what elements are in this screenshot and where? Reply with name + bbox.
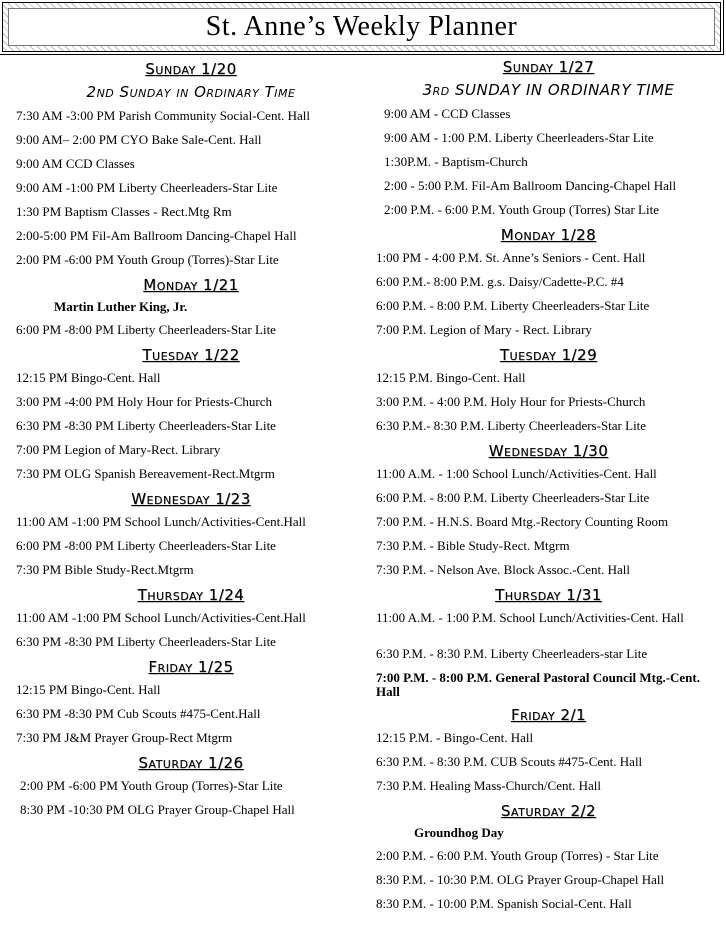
- sunday-subheading: 2nd Sunday in Ordinary Time: [86, 83, 296, 101]
- event-item: 9:00 AM -1:00 PM Liberty Cheerleaders-Star Lite: [16, 180, 278, 195]
- event-item: 7:30 P.M. - Bible Study-Rect. Mtgrm: [376, 538, 570, 553]
- event-item: 6:00 P.M. - 8:00 P.M. Liberty Cheerleaders-Star Lite: [376, 298, 650, 313]
- event-item: 2:00 - 5:00 P.M. Fil-Am Ballroom Dancing-Chapel Hall: [384, 178, 677, 193]
- day-heading-sunday-1-27: Sunday 1/27: [502, 58, 595, 76]
- event-item: 7:30 P.M. - Nelson Ave. Block Assoc.-Cent. Hall: [376, 562, 630, 577]
- event-item: 3:00 P.M. - 4:00 P.M. Holy Hour for Priests-Church: [376, 394, 646, 409]
- event-item: 12:15 P.M. - Bingo-Cent. Hall: [376, 730, 534, 745]
- left-column: [16, 56, 366, 822]
- event-item: 11:00 A.M. - 1:00 School Lunch/Activities-Cent. Hall: [376, 466, 657, 481]
- event-item: 7:30 PM J&M Prayer Group-Rect Mtgrm: [16, 730, 233, 745]
- event-item: 12:15 P.M. Bingo-Cent. Hall: [376, 370, 526, 385]
- event-item: 2:00 P.M. - 6:00 P.M. Youth Group (Torres) Star Lite: [384, 202, 659, 217]
- event-item: 6:30 PM -8:30 PM Liberty Cheerleaders-Star Lite: [16, 418, 276, 433]
- event-item: 3:00 PM -4:00 PM Holy Hour for Priests-Church: [16, 394, 273, 409]
- event-item: 7:30 PM OLG Spanish Bereavement-Rect.Mtgrm: [16, 466, 275, 481]
- day-heading-wednesday-1-30: Wednesday 1/30: [488, 442, 609, 460]
- page-title: St. Anne’s Weekly Planner: [205, 11, 518, 42]
- day-heading-tuesday-1-22: Tuesday 1/22: [142, 346, 240, 364]
- day-heading-thursday-1-31: Thursday 1/31: [495, 586, 602, 604]
- day-heading-monday-1-21: Monday 1/21: [143, 276, 239, 294]
- day-heading-tuesday-1-29: Tuesday 1/29: [499, 346, 598, 364]
- event-item: 9:00 AM - 1:00 P.M. Liberty Cheerleaders-Star Lite: [384, 130, 654, 145]
- day-heading-thursday-1-24: Thursday 1/24: [137, 586, 245, 604]
- event-item: 6:30 P.M.- 8:30 P.M. Liberty Cheerleaders-Star Lite: [376, 418, 647, 433]
- event-item: 6:30 PM -8:30 PM Liberty Cheerleaders-Star Lite: [16, 634, 276, 649]
- event-item: 2:00 PM -6:00 PM Youth Group (Torres)-Star Lite: [20, 778, 283, 793]
- event-item: 2:00 PM -6:00 PM Youth Group (Torres)-Star Lite: [16, 252, 279, 267]
- title-banner: [2, 2, 721, 52]
- event-item: 7:00 P.M. Legion of Mary - Rect. Library: [376, 322, 592, 337]
- day-heading-sunday-1-20: Sunday 1/20: [145, 60, 237, 78]
- event-item: 11:00 AM -1:00 PM School Lunch/Activities-Cent.Hall: [16, 610, 306, 625]
- day-heading-wednesday-1-23: Wednesday 1/23: [131, 490, 251, 508]
- event-item-pastoral-council: 7:00 P.M. - 8:00 P.M. General Pastoral Council Mtg.-Cent. Hall: [376, 670, 700, 699]
- event-item: 7:30 AM -3:00 PM Parish Community Social-Cent. Hall: [16, 108, 310, 123]
- event-item: 6:30 P.M. - 8:30 P.M. CUB Scouts #475-Cent. Hall: [376, 754, 643, 769]
- event-item: 9:00 AM CCD Classes: [16, 156, 135, 171]
- event-item: 7:00 P.M. - H.N.S. Board Mtg.-Rectory Counting Room: [376, 514, 669, 529]
- day-heading-saturday-1-26: Saturday 1/26: [138, 754, 244, 772]
- event-item: 6:00 PM -8:00 PM Liberty Cheerleaders-Star Lite: [16, 322, 276, 337]
- day-heading-monday-1-28: Monday 1/28: [500, 226, 597, 244]
- event-item: 11:00 A.M. - 1:00 P.M. School Lunch/Activities-Cent. Hall: [376, 610, 684, 625]
- event-item: 12:15 PM Bingo-Cent. Hall: [16, 682, 161, 697]
- event-item: 8:30 P.M. - 10:30 P.M. OLG Prayer Group-Chapel Hall: [376, 872, 665, 887]
- event-item: 2:00-5:00 PM Fil-Am Ballroom Dancing-Chapel Hall: [16, 228, 297, 243]
- event-item: 1:30P.M. - Baptism-Church: [384, 154, 528, 169]
- event-item: 6:30 P.M. - 8:30 P.M. Liberty Cheerleaders-star Lite: [376, 646, 648, 661]
- event-item: 1:00 PM - 4:00 P.M. St. Anne’s Seniors - Cent. Hall: [376, 250, 646, 265]
- event-item: 7:00 PM Legion of Mary-Rect. Library: [16, 442, 221, 457]
- event-item: 6:30 PM -8:30 PM Cub Scouts #475-Cent.Hall: [16, 706, 261, 721]
- special-observance: Martin Luther King, Jr.: [54, 299, 188, 314]
- event-item: 7:30 PM Bible Study-Rect.Mtgrm: [16, 562, 194, 577]
- event-item: 9:00 AM - CCD Classes: [384, 106, 511, 121]
- day-heading-saturday-2-2: Saturday 2/2: [500, 802, 597, 820]
- event-item: 11:00 AM -1:00 PM School Lunch/Activities-Cent.Hall: [16, 514, 306, 529]
- event-item: 9:00 AM– 2:00 PM CYO Bake Sale-Cent. Hall: [16, 132, 262, 147]
- event-item: 1:30 PM Baptism Classes - Rect.Mtg Rm: [16, 204, 232, 219]
- event-item: 6:00 P.M. - 8:00 P.M. Liberty Cheerleaders-Star Lite: [376, 490, 650, 505]
- event-item: 2:00 P.M. - 6:00 P.M. Youth Group (Torres) - Star Lite: [376, 848, 659, 863]
- right-column: [376, 56, 721, 916]
- special-observance: Groundhog Day: [414, 825, 504, 840]
- event-item: 12:15 PM Bingo-Cent. Hall: [16, 370, 161, 385]
- event-item: 8:30 P.M. - 10:00 P.M. Spanish Social-Cent. Hall: [376, 896, 632, 911]
- event-item: 6:00 PM -8:00 PM Liberty Cheerleaders-Star Lite: [16, 538, 276, 553]
- title-frame: [8, 8, 715, 46]
- event-item: 6:00 P.M.- 8:00 P.M. g.s. Daisy/Cadette-P.C. #4: [376, 274, 624, 289]
- day-heading-friday-1-25: Friday 1/25: [148, 658, 234, 676]
- event-item: 7:30 P.M. Healing Mass-Church/Cent. Hall: [376, 778, 601, 793]
- sunday-subheading: 3rd SUNDAY IN ORDINARY TIME: [422, 81, 675, 99]
- day-heading-friday-2-1: Friday 2/1: [510, 706, 587, 724]
- event-item: 8:30 PM -10:30 PM OLG Prayer Group-Chapel Hall: [20, 802, 295, 817]
